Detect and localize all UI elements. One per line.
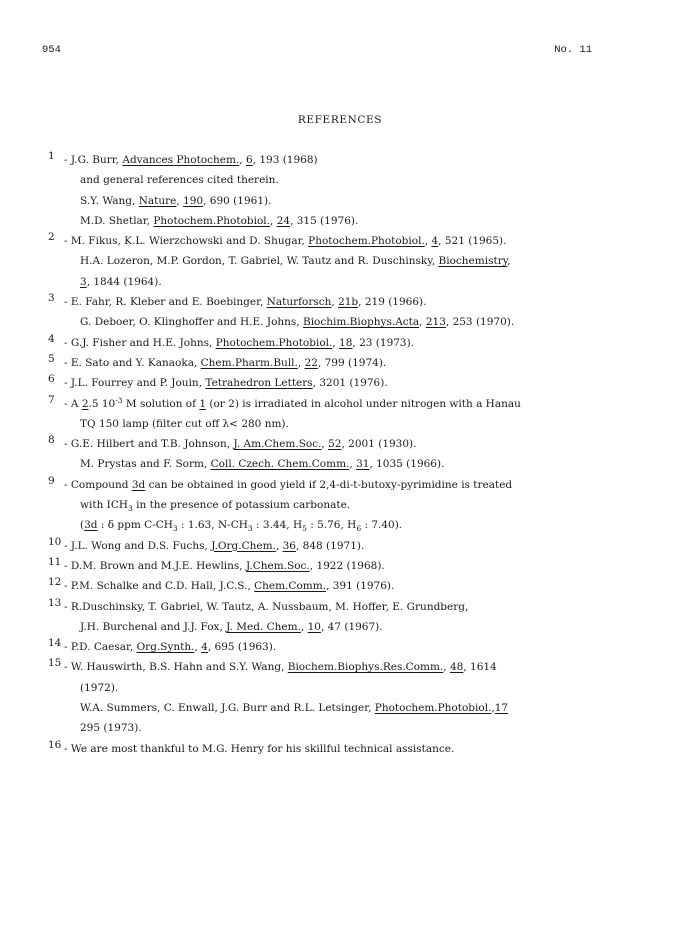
reference-line: - G.J. Fisher and H.E. Johns, Photochem.Photobiol., 18, 23 (1973). [64,336,415,349]
reference-line: TQ 150 lamp (filter cut off λ< 280 nm). [80,417,289,430]
reference-number: 11 [48,555,62,568]
reference-item [48,637,608,657]
reference-line: - J.G. Burr, Advances Photochem., 6, 193 (1968) [64,154,318,166]
reference-line: - D.M. Brown and M.J.E. Hewlins, J.Chem.Soc., 1922 (1968). [64,559,385,572]
reference-line: 295 (1973). [80,722,142,735]
reference-line: M. Prystas and F. Sorm, Coll. Czech. Chem.Comm., 31, 1035 (1966). [80,458,445,471]
reference-line: M.D. Shetlar, Photochem.Photobiol., 24, 315 (1976). [80,214,359,227]
page-number: 954 [42,44,61,56]
reference-item [48,475,608,536]
reference-number: 3 [48,292,55,305]
reference-number: 9 [48,474,55,487]
reference-line: - A 2.5 $10^{-3}$ M solution of 1 (or 2) is irradiated in alcohol under nitrogen with a Hanau [64,395,521,410]
reference-item [48,292,608,333]
reference-line: - P.D. Caesar, Org.Synth., 4, 695 (1963). [64,641,277,654]
reference-item [48,353,608,373]
reference-item [48,739,608,759]
reference-item [48,373,608,393]
reference-line: and general references cited therein. [80,174,279,187]
reference-list [48,150,608,759]
reference-line: - M. Fikus, K.L. Wierzchowski and D. Shugar, Photochem.Photobiol., 4, 521 (1965). [64,235,507,248]
reference-number: 16 [48,738,62,751]
reference-line: - We are most thankful to M.G. Henry for his skillful technical assistance. [64,742,455,755]
reference-item [48,576,608,596]
reference-line: H.A. Lozeron, M.P. Gordon, T. Gabriel, W. Tautz and R. Duschinsky, Biochemistry, [80,255,511,268]
reference-number: 13 [48,596,62,609]
reference-item [48,657,608,738]
reference-line: G. Deboer, O. Klinghoffer and H.E. Johns, Biochim.Biophys.Acta, 213, 253 (1970). [80,316,515,329]
reference-line: - J.L. Wong and D.S. Fuchs, J.Org.Chem., 36, 848 (1971). [64,539,365,552]
reference-number: 8 [48,434,55,447]
reference-line: (3d : δ ppm $C-CH_3$ : 1.63, $N-CH_3$ : 3.44, $H_5$ : 5.76, $H_6$ : 7.40). [80,519,403,534]
reference-line: 3, 1844 (1964). [80,275,162,288]
reference-line: - Compound 3d can be obtained in good yield if 2,4-di-t-butoxy-pyrimidine is treated [64,478,513,491]
reference-number: 2 [48,231,55,244]
reference-line: - E. Sato and Y. Kanaoka, Chem.Pharm.Bull., 22, 799 (1974). [64,356,387,369]
reference-item [48,231,608,292]
reference-item [48,597,608,638]
reference-line: W.A. Summers, C. Enwall, J.G. Burr and R.L. Letsinger, Photochem.Photobiol.,17 [80,702,509,715]
reference-line: (1972). [80,681,119,694]
references-heading: REFERENCES [297,114,383,126]
reference-item [48,150,608,231]
reference-item [48,434,608,475]
reference-line: S.Y. Wang, Nature, 190, 690 (1961). [80,194,272,207]
reference-number: 6 [48,373,55,386]
reference-line: - W. Hauswirth, B.S. Hahn and S.Y. Wang, Biochem.Biophys.Res.Comm., 48, 1614 [64,661,497,674]
reference-item [48,536,608,556]
reference-line: with $ICH_3$ in the presence of potassium carbonate. [80,499,351,514]
reference-line: - G.E. Hilbert and T.B. Johnson, J. Am.Chem.Soc., 52, 2001 (1930). [64,438,417,451]
reference-number: 14 [48,637,62,650]
reference-line: - E. Fahr, R. Kleber and E. Boebinger, Naturforsch, 21b, 219 (1966). [64,296,427,309]
reference-number: 5 [48,352,55,365]
reference-number: 7 [48,393,55,406]
reference-number: 1 [48,150,55,162]
reference-item [48,394,608,435]
reference-item [48,333,608,353]
reference-number: 15 [48,657,62,670]
reference-line: J.H. Burchenal and J.J. Fox, J. Med. Chem., 10, 47 (1967). [80,620,383,633]
reference-item [48,556,608,576]
reference-number: 10 [48,535,62,548]
reference-line: - P.M. Schalke and C.D. Hall, J.C.S., Chem.Comm., 391 (1976). [64,580,395,593]
reference-line: - R.Duschinsky, T. Gabriel, W. Tautz, A. Nussbaum, M. Hoffer, E. Grundberg, [64,600,469,613]
issue-number: No. 11 [554,44,592,56]
reference-number: 4 [48,332,55,345]
reference-number: 12 [48,576,62,589]
reference-line: - J.L. Fourrey and P. Jouin, Tetrahedron Letters, 3201 (1976). [64,377,388,390]
